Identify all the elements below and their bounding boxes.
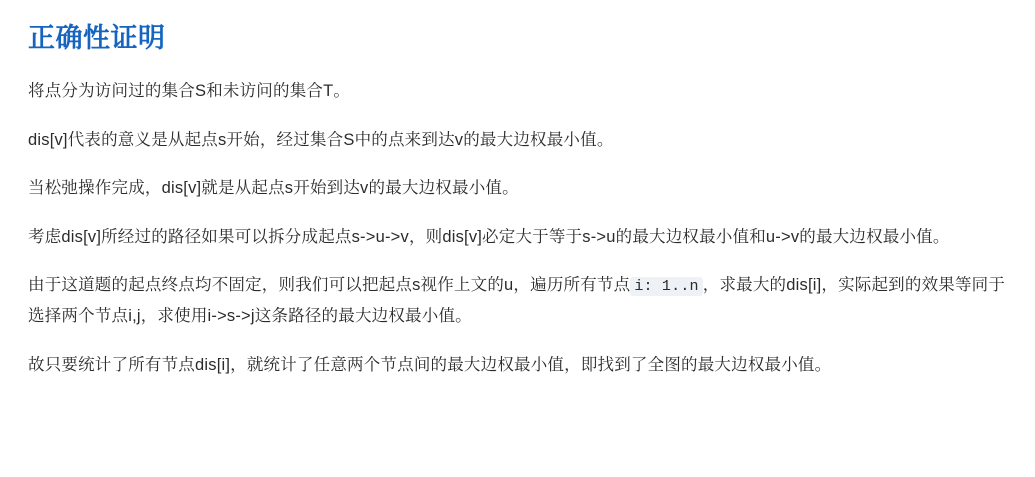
paragraph-6: 故只要统计了所有节点dis[i]，就统计了任意两个节点间的最大边权最小值，即找到了全图的最大边权最小值。 (28, 355, 832, 374)
page-title: 正确性证明 (28, 23, 166, 53)
paragraph-2: dis[v]代表的意义是从起点s开始，经过集合S中的点来到达v的最大边权最小值。 (28, 130, 614, 149)
paragraph-4: 考虑dis[v]所经过的路径如果可以拆分成起点s->u->v，则dis[v]必定大于等于s->u的最大边权最小值和u->v的最大边权最小值。 (28, 227, 950, 246)
paragraph-5 (28, 270, 1007, 331)
paragraph-5-prefix: 由于这道题的起点终点均不固定，则我们可以把起点s视作上文的u，遍历所有节点 (28, 276, 631, 295)
inline-code-range: i: 1..n (630, 277, 702, 296)
paragraph-1: 将点分为访问过的集合S和未访问的集合T。 (28, 82, 351, 101)
paragraph-3: 当松弛操作完成，dis[v]就是从起点s开始到达v的最大边权最小值。 (28, 179, 519, 198)
paragraph-5-suffix: ，求最大的dis[i]，实际起到的效果等同于选择两个节点i,j，求使用i->s->j这条路径的最大边权最小值。 (28, 276, 1006, 326)
